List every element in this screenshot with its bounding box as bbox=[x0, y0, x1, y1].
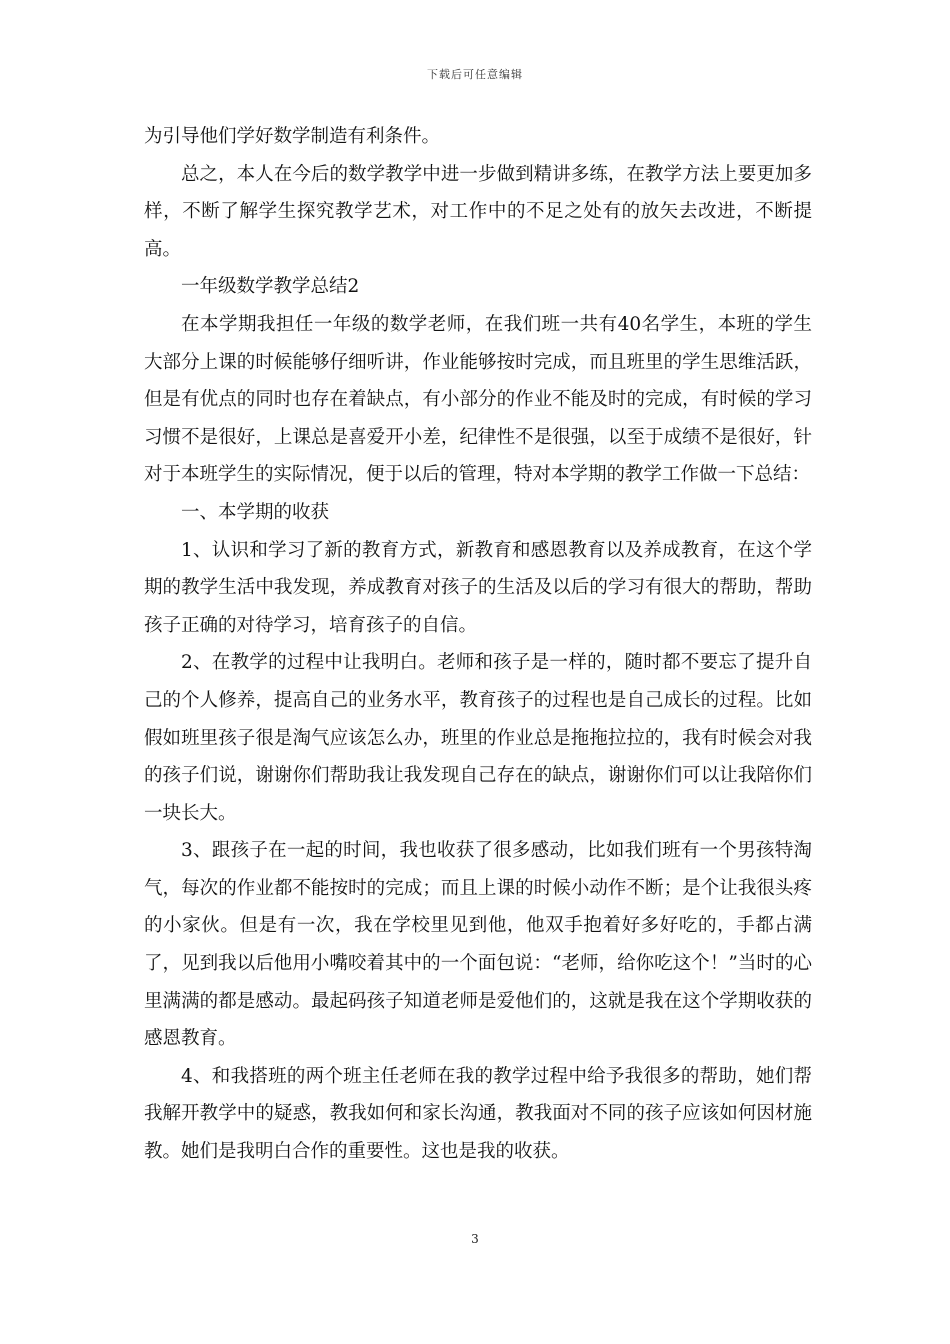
section-title: 一年级数学教学总结2 bbox=[181, 276, 360, 298]
paragraph-item-4: 4、和我搭班的两个班主任老师在我的教学过程中给予我很多的帮助，她们帮我解开教学中的疑惑，教我如何和家长沟通，教我面对不同的孩子应该如何因材施教。她们是我明白合作的重要性。这也是我的收获。 bbox=[144, 1065, 812, 1163]
document-body bbox=[144, 118, 812, 1171]
section-heading: 一、本学期的收获 bbox=[181, 501, 330, 523]
paragraph-item-3: 3、跟孩子在一起的时间，我也收获了很多感动，比如我们班有一个男孩特淘气，每次的作业都不能按时的完成；而且上课的时候小动作不断；是个让我很头疼的小家伙。但是有一次，我在学校里见到他，他双手抱着好多好吃的，手都占满了，见到我以后他用小嘴咬着其中的一个面包说：“老师，给你吃这个！”当时的心里满满的都是感动。最起码孩子知道老师是爱他们的，这就是我在这个学期收获的感恩教育。 bbox=[144, 840, 812, 1050]
paragraph-item-2: 2、在教学的过程中让我明白。老师和孩子是一样的，随时都不要忘了提升自己的个人修养，提高自己的业务水平，教育孩子的过程也是自己成长的过程。比如假如班里孩子很是淘气应该怎么办，班里的作业总是拖拖拉拉的，我有时候会对我的孩子们说，谢谢你们帮助我让我发现自己存在的缺点，谢谢你们可以让我陪你们一块长大。 bbox=[144, 652, 812, 824]
paragraph-intro: 在本学期我担任一年级的数学老师，在我们班一共有40名学生，本班的学生大部分上课的时候能够仔细听讲，作业能够按时完成，而且班里的学生思维活跃，但是有优点的同时也存在着缺点，有小部分的作业不能及时的完成，有时候的学习习惯不是很好，上课总是喜爱开小差，纪律性不是很强，以至于成绩不是很好，针对于本班学生的实际情况，便于以后的管理，特对本学期的教学工作做一下总结： bbox=[144, 313, 812, 486]
page-header-note: 下载后可任意编辑 bbox=[427, 68, 523, 81]
page-number: 3 bbox=[471, 1232, 479, 1246]
paragraph-conclusion: 总之，本人在今后的数学教学中进一步做到精讲多练，在教学方法上要更加多样，不断了解学生探究教学艺术，对工作中的不足之处有的放矢去改进，不断提高。 bbox=[144, 163, 812, 260]
paragraph-continuation: 为引导他们学好数学制造有利条件。 bbox=[144, 126, 441, 147]
paragraph-item-1: 1、认识和学习了新的教育方式，新教育和感恩教育以及养成教育，在这个学期的教学生活中我发现，养成教育对孩子的生活及以后的学习有很大的帮助，帮助孩子正确的对待学习，培育孩子的自信。 bbox=[144, 539, 812, 636]
